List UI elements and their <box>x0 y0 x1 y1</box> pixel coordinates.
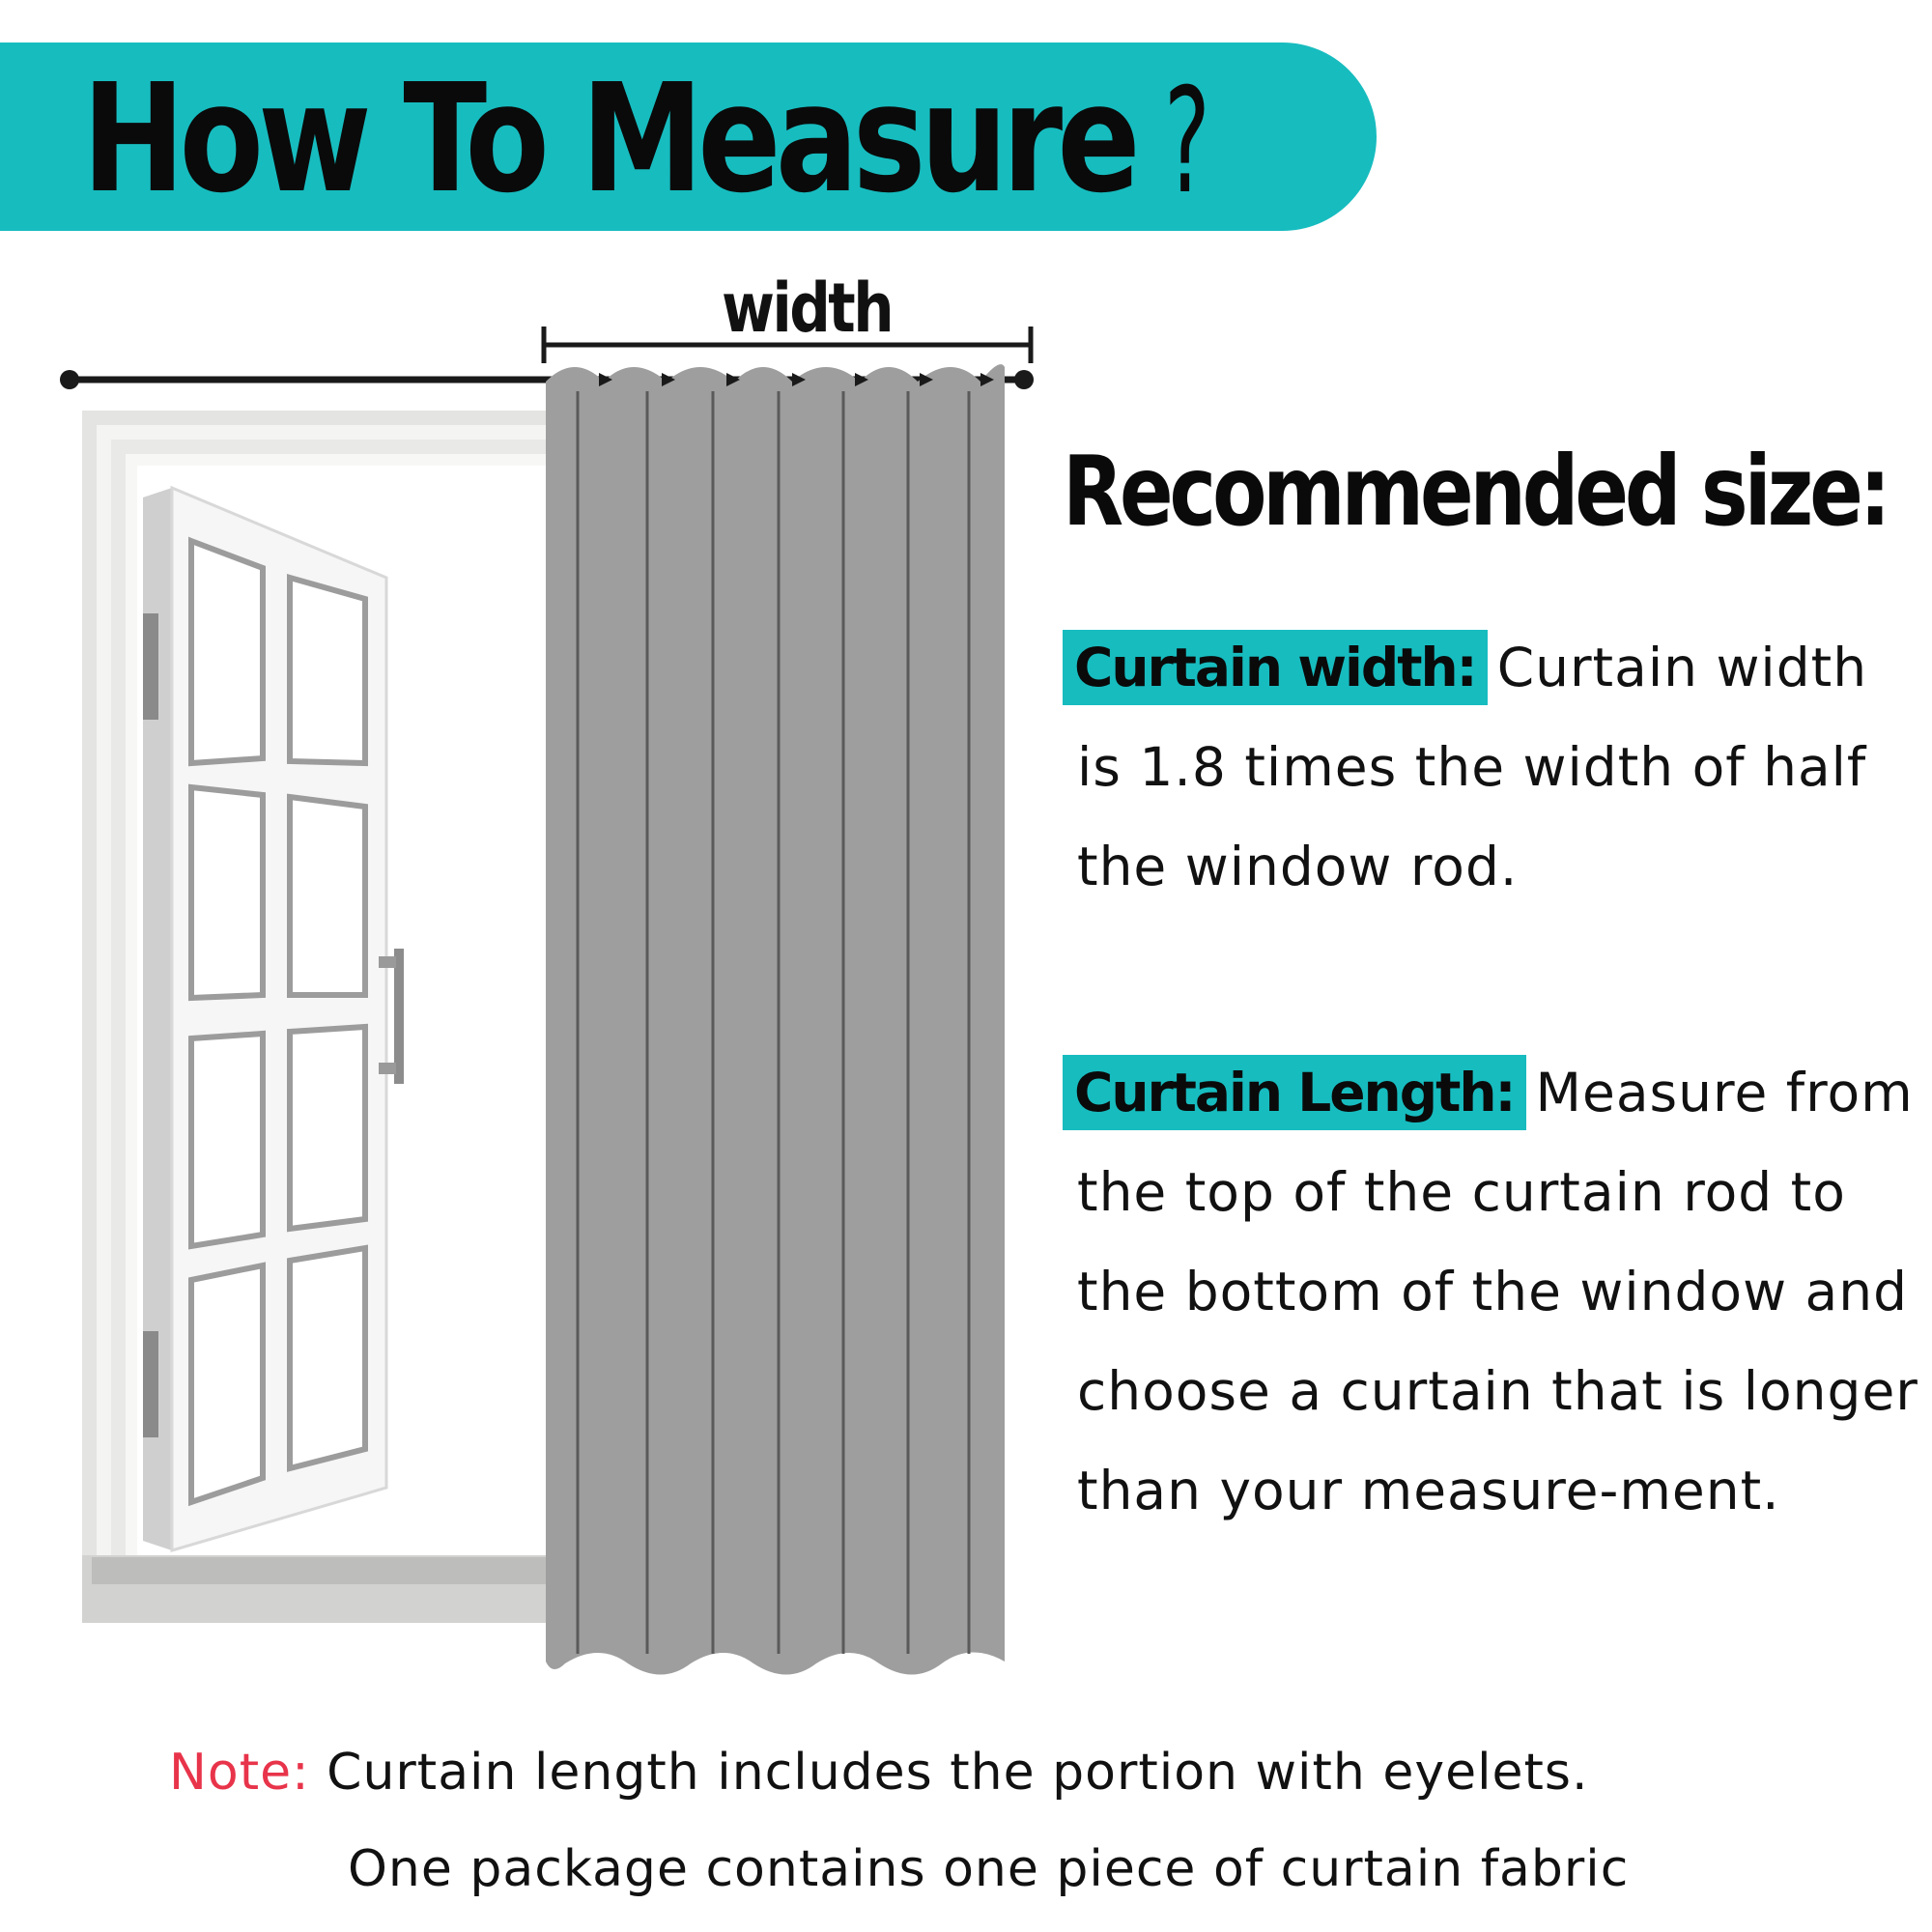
curtain-length-paragraph <box>1074 1043 1927 1541</box>
curtain-length-label: Curtain Length: <box>1063 1055 1526 1130</box>
curtain-panel <box>546 364 1005 1674</box>
note-line <box>169 1744 1589 1802</box>
question-mark: ? <box>1164 58 1210 226</box>
curtain-length-text: Measure from the top of the curtain rod to the bottom of the window and choose a curtain that is longer than your measure-ment. <box>1077 1062 1918 1521</box>
note-text: Curtain length includes the portion with eyelets. <box>327 1744 1589 1802</box>
curtain-width-text: Curtain width is 1.8 times the width of half the window rod. <box>1077 637 1868 897</box>
note-label: Note: <box>169 1744 310 1802</box>
width-label: width <box>722 269 893 348</box>
curtain-width-label: Curtain width: <box>1063 630 1488 705</box>
package-note: One package contains one piece of curtain fabric <box>348 1840 1630 1898</box>
page-title: How To Measure <box>82 51 1135 226</box>
curtain-width-paragraph <box>1074 618 1927 917</box>
open-door-panel <box>143 488 404 1550</box>
recommended-size-heading: Recommended size: <box>1063 435 1888 548</box>
